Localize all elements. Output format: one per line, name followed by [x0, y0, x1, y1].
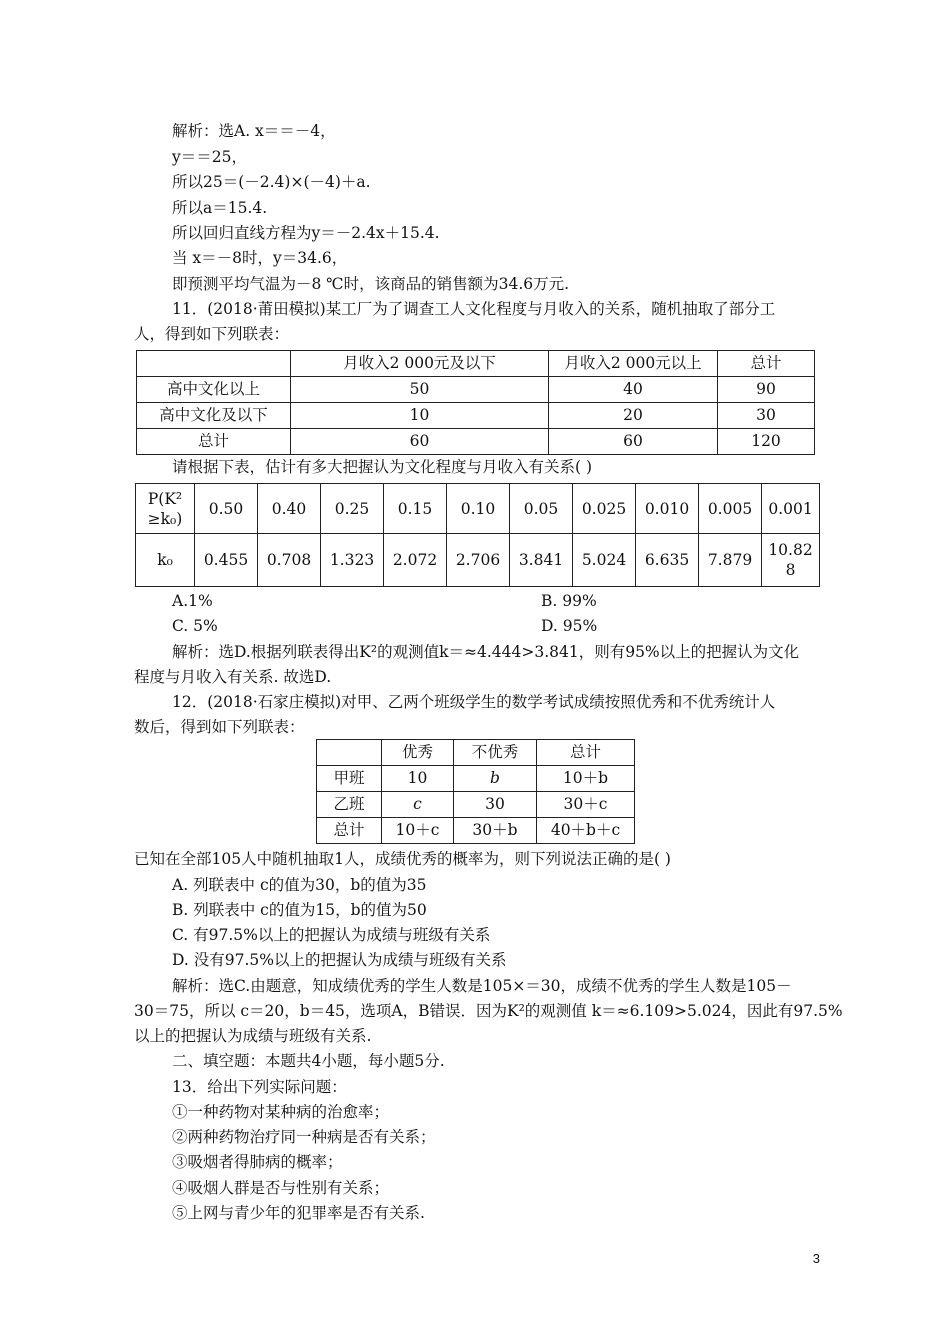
- list-item: ②两种药物治疗同一种病是否有关系；: [172, 1128, 436, 1146]
- solution-line: 所以回归直线方程为y＝－2.4x＋15.4.: [172, 224, 440, 242]
- table-cell: 0.25: [321, 484, 384, 534]
- table-row: [137, 429, 815, 455]
- table-cell: [317, 740, 382, 766]
- table-cell: 2.706: [447, 534, 510, 587]
- table-cell: b: [454, 766, 537, 792]
- table-row: [137, 377, 815, 403]
- table-cell: 10: [291, 403, 549, 429]
- contingency-table-income: [136, 350, 815, 455]
- table-row: [137, 403, 815, 429]
- solution-line: 当 x＝－8时，y＝34.6，: [172, 249, 348, 267]
- table-cell: 总计: [317, 818, 382, 844]
- list-item: ①一种药物对某种病的治愈率；: [172, 1103, 390, 1121]
- table-row: [317, 792, 635, 818]
- label-line: P(K²: [147, 489, 183, 508]
- table-row: [136, 484, 820, 534]
- question-12-text: 12．(2018·石家庄模拟)对甲、乙两个班级学生的数学考试成绩按照优秀和不优秀统计人: [172, 693, 776, 711]
- solution-11-cont: 程度与月收入有关系. 故选D.: [134, 668, 332, 686]
- list-item: ③吸烟者得肺病的概率；: [172, 1153, 343, 1171]
- table-cell: 0.708: [258, 534, 321, 587]
- question-12-text-cont: 数后，得到如下列联表：: [134, 718, 305, 736]
- option-d: D. 没有97.5%以上的把握认为成绩与班级有关系: [172, 951, 507, 969]
- table-header: 总计: [718, 351, 815, 377]
- table-cell: [762, 534, 820, 587]
- cell-line: 10.82: [768, 541, 813, 559]
- solution-12: 解析：选C.由题意，知成绩优秀的学生人数是105×＝30，成绩不优秀的学生人数是105－: [172, 977, 792, 995]
- table-header: 优秀: [382, 740, 454, 766]
- label-line: ≥k₀): [147, 509, 183, 528]
- table-cell: 5.024: [573, 534, 636, 587]
- table-cell: 0.455: [195, 534, 258, 587]
- page-number: 3: [812, 1251, 820, 1266]
- table-cell: 7.879: [699, 534, 762, 587]
- option-c: C. 5%: [172, 617, 218, 635]
- cell-line: 8: [785, 561, 796, 579]
- table-cell: 0.10: [447, 484, 510, 534]
- table-cell: 30: [718, 403, 815, 429]
- table-cell: 30: [454, 792, 537, 818]
- option-b: B. 99%: [541, 592, 597, 610]
- table-cell: 0.15: [384, 484, 447, 534]
- table-cell: 30＋c: [537, 792, 635, 818]
- solution-line: 即预测平均气温为－8 ℃时，该商品的销售额为34.6万元.: [172, 275, 570, 293]
- table-cell: 30＋b: [454, 818, 537, 844]
- contingency-table-class: [316, 739, 635, 844]
- table-cell: 2.072: [384, 534, 447, 587]
- solution-12-cont: 30＝75，所以 c＝20，b＝45，选项A，B错误．因为K²的观测值 k＝≈6.109>5.024，因此有97.5%: [134, 1002, 843, 1020]
- table-cell: c: [382, 792, 454, 818]
- solution-11: 解析：选D.根据列联表得出K²的观测值k＝≈4.444>3.841，则有95%以上的把握认为文化: [172, 643, 800, 661]
- table-row: [317, 766, 635, 792]
- option-a: A. 列联表中 c的值为30，b的值为35: [172, 876, 427, 894]
- table-cell: 总计: [137, 429, 291, 455]
- table-cell: 20: [549, 403, 718, 429]
- section-heading: 二、填空题：本题共4小题，每小题5分.: [172, 1052, 445, 1070]
- table-header: 总计: [537, 740, 635, 766]
- table-row: [317, 818, 635, 844]
- table-cell: 0.005: [699, 484, 762, 534]
- table-cell: 甲班: [317, 766, 382, 792]
- table-cell: 60: [291, 429, 549, 455]
- table-cell: 10: [382, 766, 454, 792]
- option-b: B. 列联表中 c的值为15，b的值为50: [172, 901, 427, 919]
- option-c: C. 有97.5%以上的把握认为成绩与班级有关系: [172, 926, 491, 944]
- table-cell: 0.010: [636, 484, 699, 534]
- table-cell: 0.05: [510, 484, 573, 534]
- table-row: [136, 534, 820, 587]
- list-item: ⑤上网与青少年的犯罪率是否有关系.: [172, 1204, 425, 1222]
- table-header-row: [317, 740, 635, 766]
- question-11-text: 11．(2018·莆田模拟)某工厂为了调查工人文化程度与月收入的关系，随机抽取了部分工: [172, 300, 776, 318]
- table-header-row: [137, 351, 815, 377]
- table-cell: 40＋b＋c: [537, 818, 635, 844]
- table-cell: 120: [718, 429, 815, 455]
- table-cell: 50: [291, 377, 549, 403]
- question-12-prompt: 已知在全部105人中随机抽取1人，成绩优秀的概率为，则下列说法正确的是( ): [134, 850, 671, 868]
- table-cell: 0.40: [258, 484, 321, 534]
- question-11-text-cont: 人，得到如下列联表：: [134, 325, 290, 343]
- table-cell: [137, 351, 291, 377]
- option-d: D. 95%: [541, 617, 598, 635]
- table-cell: 10＋c: [382, 818, 454, 844]
- solution-12-cont: 以上的把握认为成绩与班级有关系.: [134, 1027, 372, 1045]
- table-cell: 乙班: [317, 792, 382, 818]
- table-cell: 10＋b: [537, 766, 635, 792]
- table-header: 月收入2 000元以上: [549, 351, 718, 377]
- table-cell: 3.841: [510, 534, 573, 587]
- table-cell: 90: [718, 377, 815, 403]
- table-cell: 高中文化以上: [137, 377, 291, 403]
- question-13-intro: 13．给出下列实际问题：: [172, 1078, 347, 1096]
- table-cell: 1.323: [321, 534, 384, 587]
- solution-line: 解析：选A. x＝＝－4，: [172, 122, 336, 140]
- table-cell: 0.025: [573, 484, 636, 534]
- table-cell: 6.635: [636, 534, 699, 587]
- table-cell: 0.001: [762, 484, 820, 534]
- table-cell: 40: [549, 377, 718, 403]
- table-label-cell: [136, 484, 195, 534]
- critical-value-table: [135, 483, 820, 587]
- solution-line: 所以a＝15.4.: [172, 199, 268, 217]
- table-label-cell: k₀: [136, 534, 195, 587]
- table-cell: 高中文化及以下: [137, 403, 291, 429]
- solution-line: 所以25＝(－2.4)×(－4)＋a.: [172, 173, 371, 191]
- table-cell: 0.50: [195, 484, 258, 534]
- option-a: A.1%: [172, 592, 213, 610]
- question-11-prompt: 请根据下表，估计有多大把握认为文化程度与月收入有关系( ): [172, 458, 593, 476]
- list-item: ④吸烟人群是否与性别有关系；: [172, 1179, 390, 1197]
- table-cell: 60: [549, 429, 718, 455]
- table-header: 月收入2 000元及以下: [291, 351, 549, 377]
- table-header: 不优秀: [454, 740, 537, 766]
- solution-line: y＝＝25，: [172, 148, 247, 166]
